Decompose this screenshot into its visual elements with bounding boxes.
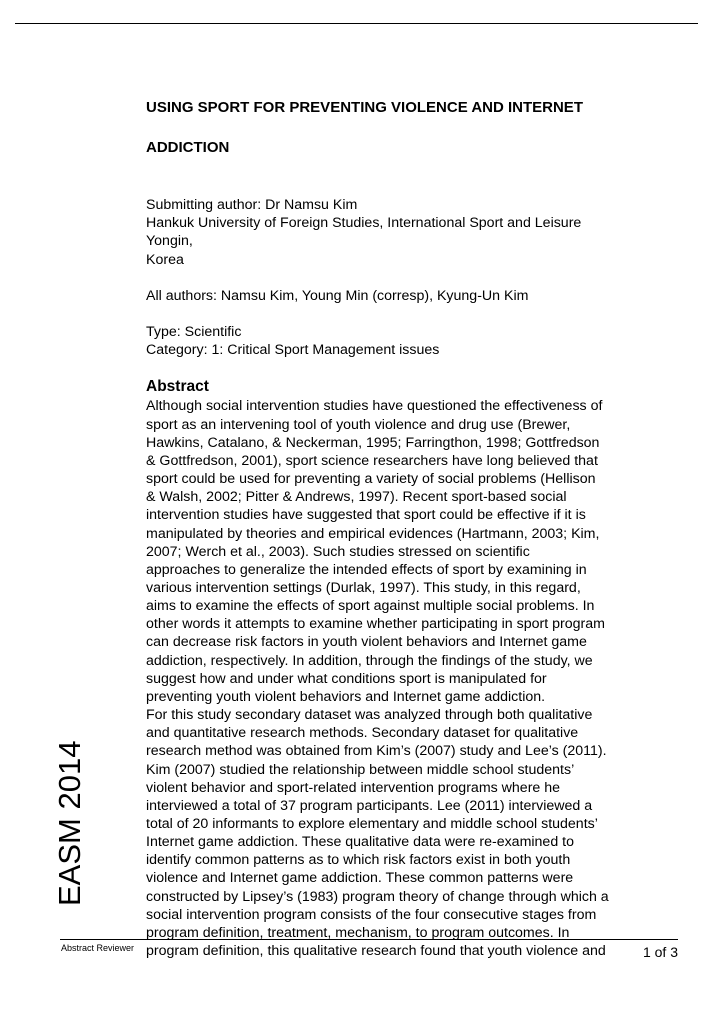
abstract-line: social intervention program consists of the four consecutive stages from [146,906,597,923]
abstract-line: total of 20 informants to explore elementary and middle school students’ [146,816,598,833]
abstract-line: Internet game addiction. These qualitative data were re-examined to [146,834,574,851]
abstract-line: research method was obtained from Kim’s (2007) study and Lee’s (2011). [146,743,607,760]
top-divider [15,23,698,24]
abstract-line: various intervention settings (Durlak, 1997). This study, in this regard, [146,579,581,596]
footer-divider [60,939,678,940]
abstract-line: aims to examine the effects of sport against multiple social problems. In [146,598,595,615]
submission-type: Type: Scientific [146,324,242,341]
paper-title-line: USING SPORT FOR PREVENTING VIOLENCE AND INTERNET [146,99,583,116]
abstract-line: Kim (2007) studied the relationship between middle school students’ [146,761,575,778]
abstract-line: intervention studies have suggested that sport could be effective if it is [146,507,586,524]
abstract-line: program definition, this qualitative research found that youth violence and [146,943,606,960]
paper-title-line: ADDICTION [146,139,230,156]
affiliation-country: Korea [146,251,184,268]
abstract-body [146,397,666,960]
abstract-line: suggest how and under what conditions sport is manipulated for [146,670,547,687]
abstract-line: approaches to generalize the intended effects of sport by examining in [146,561,587,578]
abstract-line: & Gottfredson, 2001), sport science researchers have long believed that [146,452,598,469]
conference-side-label: EASM 2014 [52,740,87,906]
abstract-line: program definition, treatment, mechanism, to program outcomes. In [146,924,570,941]
footer-reviewer-label: Abstract Reviewer [61,943,135,953]
abstract-line: and quantitative research methods. Secondary dataset for qualitative [146,725,579,742]
abstract-line: sport as an intervening tool of youth violence and drug use (Brewer, [146,416,571,433]
abstract-line: For this study secondary dataset was analyzed through both qualitative [146,707,593,724]
page-number: 1 of 3 [642,944,678,960]
abstract-line: identify common patterns as to which risk factors exist in both youth [146,852,571,869]
abstract-line: sport could be used for preventing a variety of social problems (Hellison [146,471,596,488]
affiliation-city: Yongin, [146,233,193,250]
abstract-line: Hawkins, Catalano, & Neckerman, 1995; Farringthon, 1998; Gottfredson [146,434,600,451]
abstract-line: manipulated by theories and empirical evidences (Hartmann, 2003; Kim, [146,525,600,542]
abstract-line: 2007; Werch et al., 2003). Such studies stressed on scientific [146,543,530,560]
abstract-line: interviewed a total of 37 program participants. Lee (2011) interviewed a [146,797,593,814]
author-info [146,196,666,359]
abstract-line: violent behavior and sport-related intervention programs where he [146,779,561,796]
paper-title [146,78,666,178]
submission-category: Category: 1: Critical Sport Management issues [146,342,440,359]
all-authors: All authors: Namsu Kim, Young Min (corresp), Kyung-Un Kim [146,287,529,304]
abstract-line: can decrease risk factors in youth violent behaviors and Internet game [146,634,587,651]
abstract-heading: Abstract [146,378,209,396]
abstract-line: addiction, respectively. In addition, through the findings of the study, we [146,652,593,669]
document-body [146,78,666,960]
abstract-line: constructed by Lipsey’s (1983) program theory of change through which a [146,888,609,905]
abstract-line: other words it attempts to examine whether participating in sport program [146,616,605,633]
abstract-line: Although social intervention studies have questioned the effectiveness of [146,398,603,415]
abstract-line: violence and Internet game addiction. These common patterns were [146,870,574,887]
affiliation: Hankuk University of Foreign Studies, International Sport and Leisure [146,215,582,232]
submitting-author: Submitting author: Dr Namsu Kim [146,197,358,213]
abstract-line: & Walsh, 2002; Pitter & Andrews, 1997). Recent sport-based social [146,489,567,506]
abstract-line: preventing youth violent behaviors and Internet game addiction. [146,688,546,705]
